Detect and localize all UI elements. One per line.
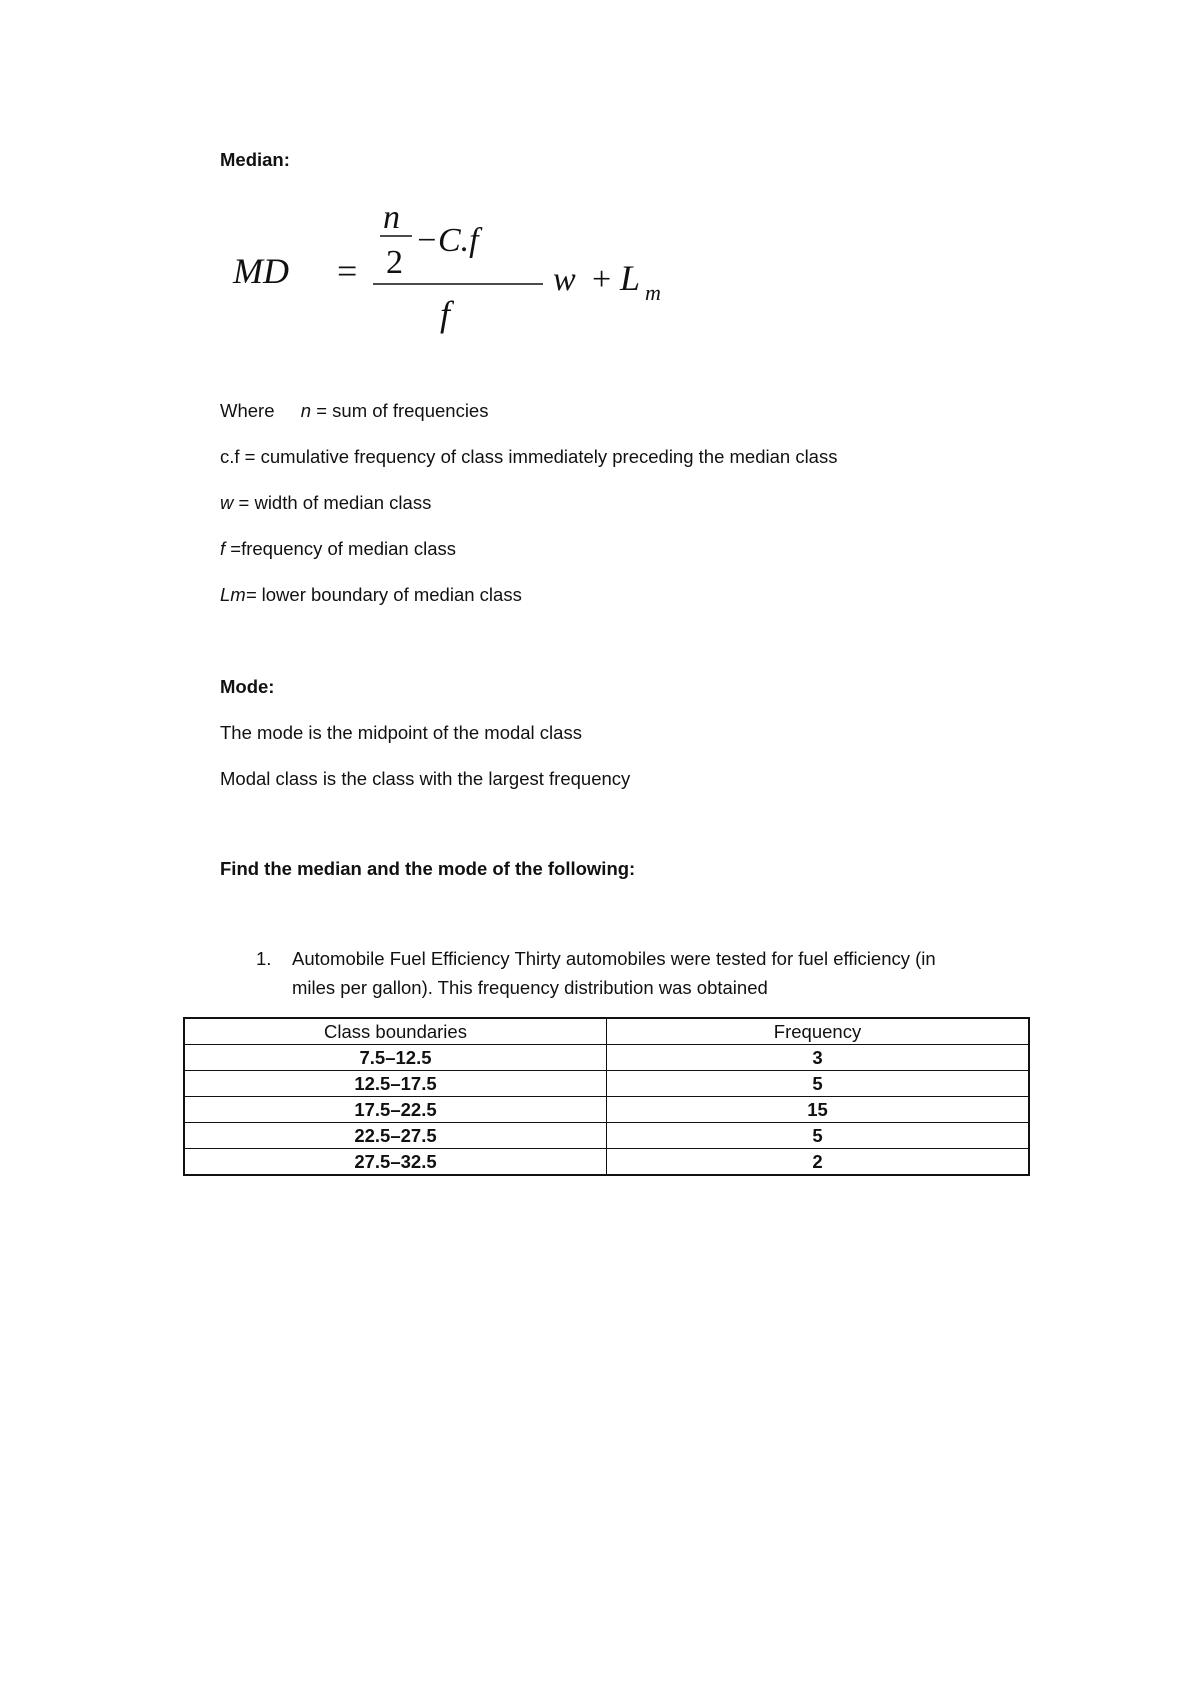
definition-f [220,538,456,560]
formula-subscript-m: m [645,280,661,305]
definition-var: Lm= [220,584,257,605]
formula-two: 2 [386,244,403,281]
cell-frequency: 5 [607,1071,1030,1097]
definition-text: lower boundary of median class [256,584,522,605]
cell-class-boundary: 27.5–32.5 [184,1149,607,1176]
task-item-number: 1. [256,948,272,969]
median-formula [225,198,705,338]
formula-plus: + [592,261,612,298]
cell-frequency: 5 [607,1123,1030,1149]
table-row [184,1123,1029,1149]
definition-text: = sum of frequencies [311,400,489,421]
formula-equals: = [337,251,358,291]
median-heading: Median: [220,149,290,170]
formula-w: w [553,261,576,298]
definition-text: =frequency of median class [225,538,457,559]
definition-var: w [220,492,234,513]
cell-class-boundary: 22.5–27.5 [184,1123,607,1149]
cell-frequency: 3 [607,1045,1030,1071]
definition-cf [220,446,837,468]
task-item-line-1: Automobile Fuel Efficiency Thirty automobiles were tested for fuel efficiency (in [292,948,936,969]
header-frequency: Frequency [607,1018,1030,1045]
cell-class-boundary: 12.5–17.5 [184,1071,607,1097]
frequency-table [183,1017,1030,1176]
cell-class-boundary: 7.5–12.5 [184,1045,607,1071]
definition-prefix: Where [220,400,275,421]
definition-w [220,492,431,514]
definition-text: c.f = cumulative frequency of class immediately preceding the median class [220,446,838,467]
definition-n [220,400,488,422]
header-class-boundaries: Class boundaries [184,1018,607,1045]
formula-n: n [383,199,400,236]
mode-line-2: Modal class is the class with the largest frequency [220,768,631,789]
mode-line-1: The mode is the midpoint of the modal class [220,722,582,743]
task-heading: Find the median and the mode of the following: [220,858,636,879]
definition-var: n [300,400,312,421]
table-row [184,1071,1029,1097]
definition-text: = width of median class [233,492,432,513]
table-row [184,1045,1029,1071]
table-row [184,1097,1029,1123]
mode-heading: Mode: [220,676,275,697]
cell-frequency: 15 [607,1097,1030,1123]
formula-L: L [620,258,641,298]
table-header-row [184,1018,1029,1045]
task-item-line-2: miles per gallon). This frequency distribution was obtained [292,977,768,998]
cell-frequency: 2 [607,1149,1030,1176]
formula-lhs: MD [233,251,289,291]
definition-var: f [220,538,226,559]
definition-lm [220,584,522,606]
cell-class-boundary: 17.5–22.5 [184,1097,607,1123]
table-row [184,1149,1029,1176]
formula-minus-cf: −C.f [415,222,479,259]
formula-denominator-f: f [440,294,451,334]
